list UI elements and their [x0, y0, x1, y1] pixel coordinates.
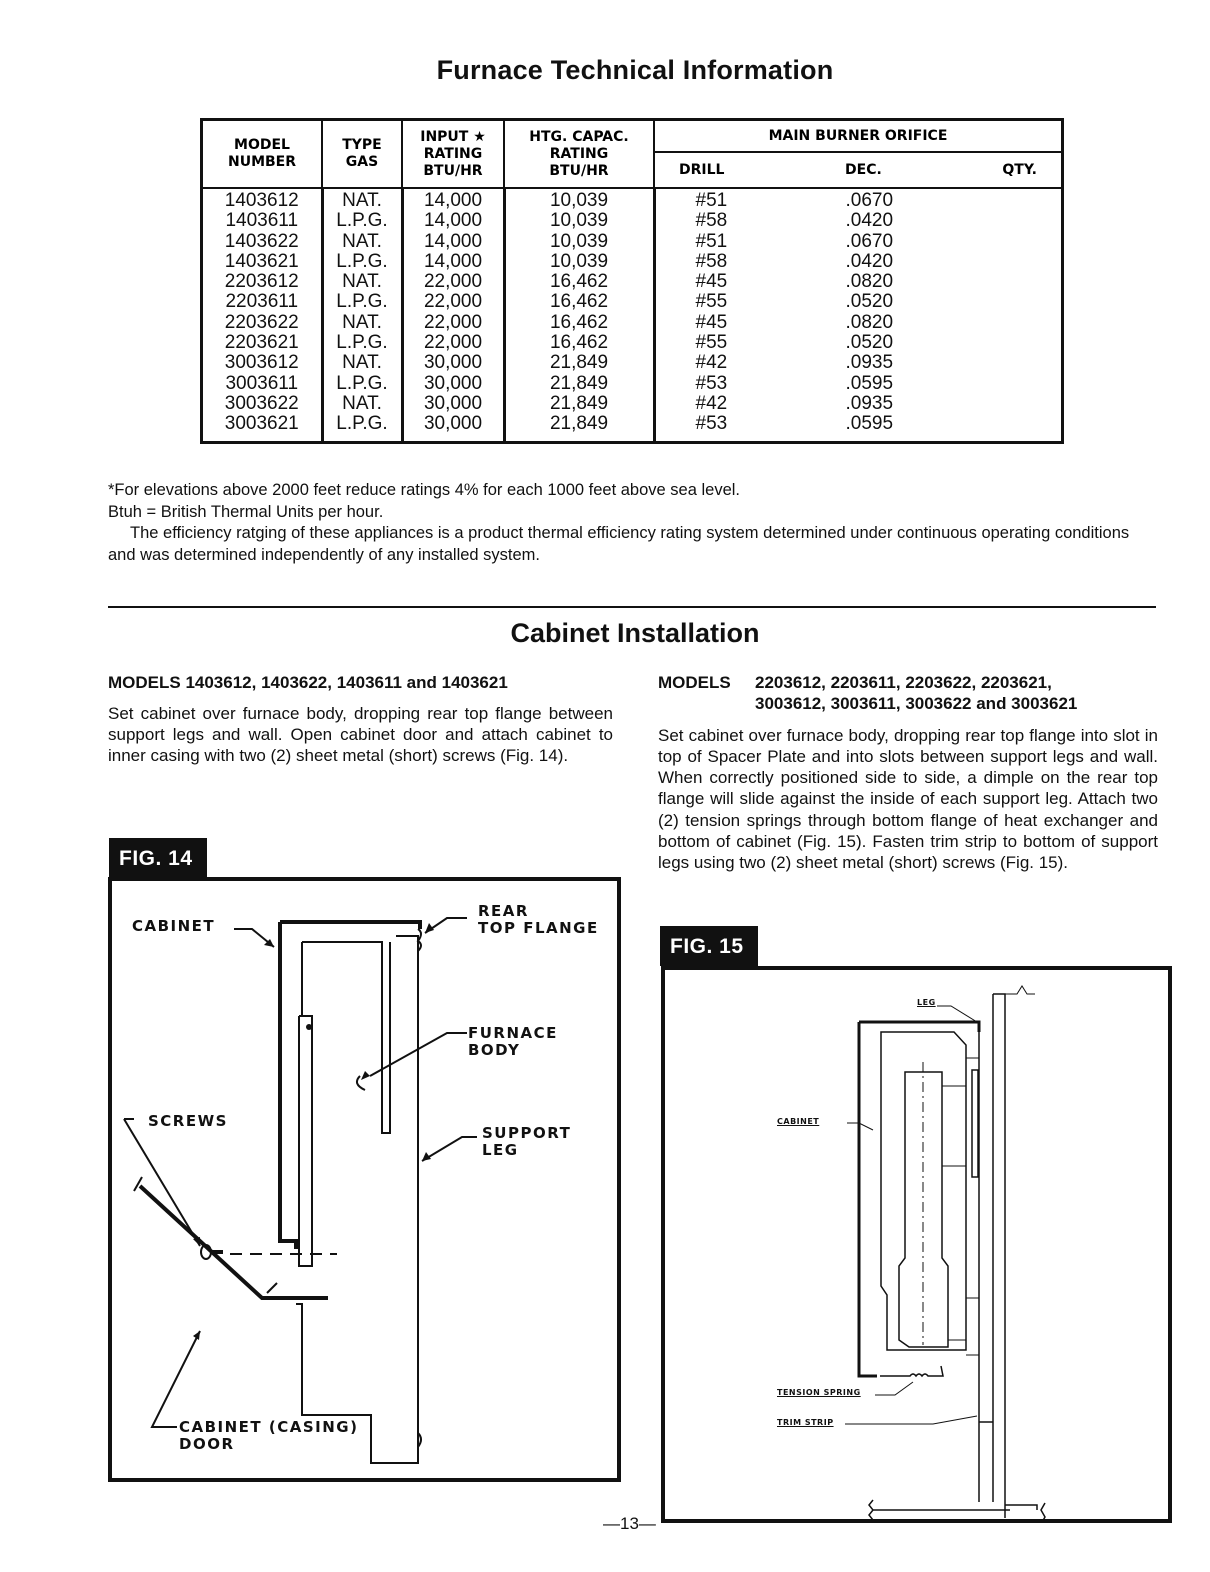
floor — [869, 1500, 1045, 1519]
cell-drill: #53 — [695, 413, 728, 435]
label-cabinet-15: CABINET — [777, 1117, 820, 1126]
cell-input: 22,000 — [423, 311, 483, 333]
fig14-diagram — [112, 881, 617, 1478]
cell-drill: #55 — [695, 332, 728, 354]
cell-model: 2203622 — [224, 311, 299, 333]
cell-model: 2203611 — [225, 291, 299, 313]
orifice-row — [662, 211, 1056, 231]
cell-capacity: 10,039 — [549, 250, 609, 272]
right-models-heading: MODELS 2203612, 2203611, 2203622, 2203621, 3003612, 3003611, 3003622 and 3003621 — [658, 673, 1078, 714]
left-models-heading: MODELS 1403612, 1403622, 1403611 and 1403621 — [108, 673, 508, 692]
cell-drill: #51 — [695, 190, 728, 211]
cell-dec: .0595 — [845, 372, 894, 394]
orifice-row — [662, 191, 1056, 211]
cell-type: NAT. — [342, 190, 382, 211]
right-instructions-body: Set cabinet over furnace body, dropping rear top flange into slot in top of Spacer Plate and into slots between support legs and wall. When correctly positioned side to side, a dimple on the rear top flange will slide against the inside of each support leg. Attach two (2) tension springs through bottom flange of heat exchanger and bottom of cabinet (Fig. 15). Fasten trim strip to bottom of support legs using two (2) sheet metal (short) screws (Fig. 15). — [658, 725, 1158, 873]
cell-type: L.P.G. — [336, 250, 388, 272]
label-tension-spring: TENSION SPRING — [777, 1388, 861, 1397]
orifice-row — [662, 252, 1056, 272]
orifice-row — [662, 353, 1056, 373]
header-orifice-sub: DRILL DEC. QTY. — [654, 152, 1063, 188]
cell-dec: .0595 — [845, 413, 894, 435]
cell-input: 14,000 — [423, 210, 483, 232]
fig15-tab: FIG. 15 — [660, 926, 758, 966]
section-title: Cabinet Installation — [510, 618, 760, 648]
cell-type: NAT. — [342, 271, 382, 293]
fig14-frame — [108, 877, 621, 1482]
cell-input: 30,000 — [423, 413, 483, 435]
cell-dec: .0935 — [845, 392, 894, 414]
furnace-body-outline — [302, 942, 390, 1133]
header-capacity: HTG. CAPAC. RATING BTU/HR — [504, 120, 654, 189]
orifice-row — [662, 292, 1056, 312]
cell-dec: .0820 — [845, 271, 894, 293]
cell-drill: #58 — [695, 250, 728, 272]
cell-capacity: 16,462 — [549, 332, 609, 354]
cell-model: 1403611 — [225, 210, 299, 232]
header-orifice: MAIN BURNER ORIFICE — [654, 120, 1063, 153]
table-notes — [108, 480, 1138, 566]
cell-type: L.P.G. — [336, 332, 388, 354]
orifice-column — [654, 188, 1063, 442]
cell-drill: #42 — [695, 392, 728, 414]
cell-drill: #42 — [695, 352, 728, 374]
cell-type: L.P.G. — [336, 413, 388, 435]
cell-model: 1403622 — [224, 230, 299, 252]
cell-type: L.P.G. — [336, 210, 388, 232]
cell-capacity: 10,039 — [549, 230, 609, 252]
cell-model: 3003612 — [224, 352, 299, 374]
label-leg: LEG — [917, 998, 936, 1007]
left-instructions — [108, 672, 613, 766]
page-number: —13— — [603, 1514, 656, 1533]
cell-input: 30,000 — [423, 372, 483, 394]
type-column — [322, 188, 402, 442]
orifice-row — [662, 313, 1056, 333]
cell-type: L.P.G. — [336, 372, 388, 394]
cabinet-outline-15 — [859, 1022, 979, 1376]
orifice-row — [662, 394, 1056, 414]
header-model: MODEL NUMBER — [202, 120, 323, 189]
cell-input: 22,000 — [423, 271, 483, 293]
inner-casing — [299, 942, 312, 1266]
fig15-diagram — [665, 970, 1168, 1519]
tension-spring — [880, 1366, 943, 1376]
cell-dec: .0420 — [845, 250, 894, 272]
leader-leg — [937, 1006, 977, 1022]
cell-input: 22,000 — [423, 332, 483, 354]
right-instructions — [658, 672, 1158, 874]
cell-input: 30,000 — [423, 352, 483, 374]
leader-support — [422, 1137, 477, 1161]
orifice-row — [662, 232, 1056, 252]
cell-type: NAT. — [342, 311, 382, 333]
cell-input: 14,000 — [423, 230, 483, 252]
model-column — [202, 188, 323, 442]
cell-dec: .0935 — [845, 352, 894, 374]
cell-capacity: 21,849 — [549, 413, 609, 435]
leader-trim — [845, 1416, 977, 1424]
label-rear-top-flange: REAR TOP FLANGE — [478, 902, 599, 937]
cell-model: 2203621 — [224, 332, 299, 354]
label-screws: SCREWS — [148, 1112, 228, 1130]
cell-drill: #55 — [695, 291, 728, 313]
cell-capacity: 10,039 — [549, 210, 609, 232]
cell-input: 14,000 — [423, 190, 483, 211]
cell-type: NAT. — [342, 392, 382, 414]
left-instructions-body: Set cabinet over furnace body, dropping rear top flange between support legs and wall. Open cabinet door and attach cabinet to inner casing with two (2) sheet metal (short) screws (Fig. 14). — [108, 704, 613, 765]
header-type: TYPE GAS — [322, 120, 402, 189]
cell-model: 3003622 — [224, 392, 299, 414]
label-trim-strip: TRIM STRIP — [777, 1418, 834, 1427]
furnace-technical-table — [200, 118, 1064, 444]
cell-drill: #53 — [695, 372, 728, 394]
cell-drill: #51 — [695, 230, 728, 252]
cell-type: NAT. — [342, 230, 382, 252]
section-divider — [108, 606, 1156, 608]
leader-tension — [875, 1382, 913, 1395]
cell-dec: .0520 — [845, 332, 894, 354]
cell-dec: .0420 — [845, 210, 894, 232]
leader-door — [152, 1331, 200, 1427]
cell-model: 3003621 — [224, 413, 299, 435]
cell-capacity: 21,849 — [549, 372, 609, 394]
fig15-frame — [661, 966, 1172, 1523]
cell-drill: #45 — [695, 311, 728, 333]
cell-capacity: 16,462 — [549, 291, 609, 313]
input-column — [402, 188, 504, 442]
note-btuh: Btuh = British Thermal Units per hour. — [108, 502, 384, 521]
capacity-column — [504, 188, 654, 442]
cell-dec: .0520 — [845, 291, 894, 313]
cell-capacity: 21,849 — [549, 352, 609, 374]
cell-capacity: 16,462 — [549, 271, 609, 293]
header-input: INPUT ★ RATING BTU/HR — [402, 120, 504, 189]
cell-dec: .0670 — [845, 230, 894, 252]
cell-drill: #58 — [695, 210, 728, 232]
cell-type: L.P.G. — [336, 291, 388, 313]
orifice-row — [662, 272, 1056, 292]
orifice-row — [662, 414, 1056, 434]
wall — [993, 994, 1005, 1518]
support-leg-15 — [972, 1032, 979, 1502]
cell-dec: .0820 — [845, 311, 894, 333]
cell-capacity: 21,849 — [549, 392, 609, 414]
cell-drill: #45 — [695, 271, 728, 293]
support-leg — [296, 936, 418, 1463]
label-furnace-body: FURNACE BODY — [468, 1024, 558, 1059]
leader-furnace — [357, 1033, 467, 1090]
fig14-tab: FIG. 14 — [109, 838, 207, 878]
cell-capacity: 10,039 — [549, 190, 609, 211]
orifice-row — [662, 374, 1056, 394]
cell-model: 1403612 — [224, 190, 299, 211]
cell-input: 14,000 — [423, 250, 483, 272]
label-cabinet-door: CABINET (CASING) DOOR — [179, 1418, 359, 1453]
cell-input: 30,000 — [423, 392, 483, 414]
cell-model: 1403621 — [224, 250, 299, 272]
cell-type: NAT. — [342, 352, 382, 374]
leader-screws — [124, 1119, 200, 1246]
cell-model: 3003611 — [225, 372, 299, 394]
cell-dec: .0670 — [845, 190, 894, 211]
label-support-leg: SUPPORT LEG — [482, 1124, 572, 1159]
cell-model: 2203612 — [224, 271, 299, 293]
note-elevation: *For elevations above 2000 feet reduce ratings 4% for each 1000 feet above sea level. — [108, 481, 740, 499]
cell-input: 22,000 — [423, 291, 483, 313]
note-efficiency: The efficiency ratging of these appliances is a product thermal efficiency rating system determined under continuous operating conditions and was determined independently of any installed system. — [108, 524, 1130, 564]
cell-capacity: 16,462 — [549, 311, 609, 333]
page-title: Furnace Technical Information — [436, 55, 834, 85]
label-cabinet: CABINET — [132, 917, 216, 935]
orifice-row — [662, 333, 1056, 353]
